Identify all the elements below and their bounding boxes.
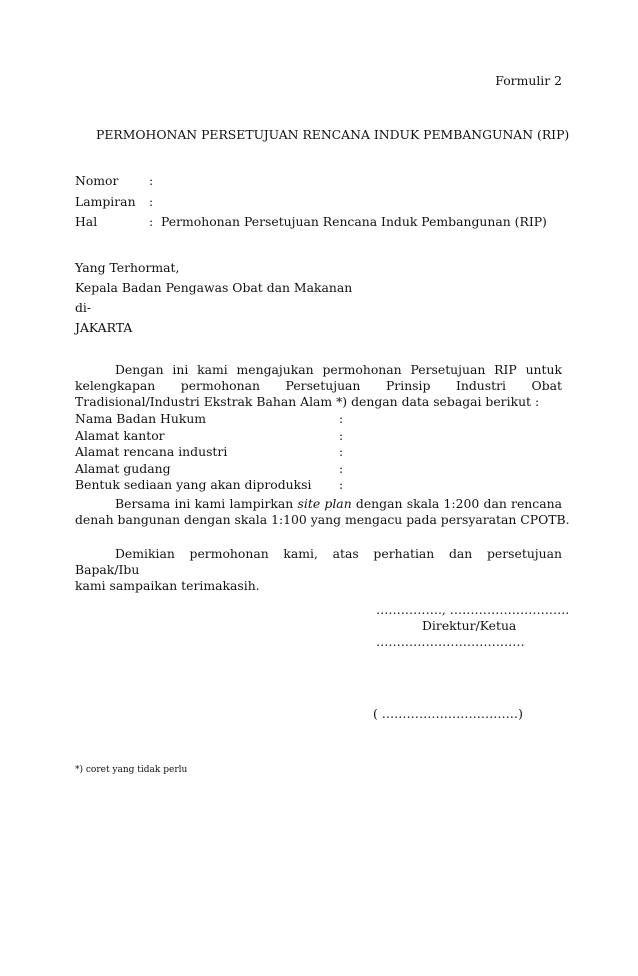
paragraph-line: Demikian permohonan kami, atas perhatian dan persetujuan Bapak/Ibu bbox=[75, 546, 562, 577]
data-field-label: Nama Badan Hukum bbox=[75, 411, 207, 426]
paragraph-line: Tradisional/Industri Ekstrak Bahan Alam *) dengan data sebagai berikut : bbox=[75, 394, 540, 409]
recipient-name: Kepala Badan Pengawas Obat dan Makanan bbox=[75, 280, 353, 295]
data-field-label: Bentuk sediaan yang akan diproduksi bbox=[75, 477, 312, 492]
paragraph-closing bbox=[75, 546, 562, 594]
data-field-colon: : bbox=[339, 477, 344, 492]
header-colon: : bbox=[149, 214, 154, 229]
data-field-label: Alamat gudang bbox=[75, 460, 171, 476]
recipient-address bbox=[75, 258, 352, 338]
data-field-row bbox=[75, 477, 375, 494]
signature-place-date: ……………., ……………………….. bbox=[376, 602, 570, 617]
data-field-colon: : bbox=[339, 427, 344, 443]
data-field-colon: : bbox=[339, 411, 344, 426]
data-field-colon: : bbox=[339, 460, 344, 476]
signature-name-parenthesis: ( ……………………………) bbox=[373, 706, 523, 721]
paragraph-line: kami sampaikan terimakasih. bbox=[75, 578, 260, 593]
recipient-city: JAKARTA bbox=[75, 320, 133, 335]
footnote: *) coret yang tidak perlu bbox=[75, 765, 188, 775]
data-field-row bbox=[75, 411, 375, 428]
data-field-row bbox=[75, 461, 375, 478]
recipient-di: di- bbox=[75, 300, 92, 315]
paragraph-line: Bersama ini kami lampirkan site plan dengan skala 1:200 dan rencana bbox=[115, 496, 562, 511]
data-field-label: Alamat kantor bbox=[75, 427, 165, 443]
signature-role: Direktur/Ketua bbox=[422, 618, 517, 633]
data-field-row bbox=[75, 444, 375, 461]
applicant-data-list bbox=[75, 411, 375, 494]
header-value: Permohonan Persetujuan Rencana Induk Pembangunan (RIP) bbox=[161, 214, 547, 229]
salutation: Yang Terhormat, bbox=[75, 260, 180, 275]
header-key: Hal bbox=[75, 214, 98, 229]
document-title: PERMOHONAN PERSETUJUAN RENCANA INDUK PEMBANGUNAN (RIP) bbox=[96, 127, 570, 142]
data-field-row bbox=[75, 428, 375, 445]
header-colon: : bbox=[149, 194, 154, 209]
paragraph-request bbox=[75, 362, 562, 410]
paragraph-line: Dengan ini kami mengajukan permohonan Persetujuan RIP untuk bbox=[115, 362, 562, 377]
header-colon: : bbox=[149, 173, 154, 188]
site-plan-italic: site plan bbox=[297, 496, 352, 511]
paragraph-line: kelengkapan permohonan Persetujuan Prinsip Industri Obat bbox=[75, 378, 562, 393]
form-number-label: Formulir 2 bbox=[495, 73, 562, 88]
paragraph-attachment bbox=[75, 496, 570, 528]
header-key: Lampiran bbox=[75, 194, 136, 209]
data-field-label: Alamat rencana industri bbox=[75, 444, 228, 459]
paragraph-line: denah bangunan dengan skala 1:100 yang mengacu pada persyaratan CPOTB. bbox=[75, 512, 570, 527]
data-field-colon: : bbox=[339, 444, 344, 459]
signature-name-line: ……………………………… bbox=[376, 634, 525, 649]
header-key: Nomor bbox=[75, 173, 119, 188]
